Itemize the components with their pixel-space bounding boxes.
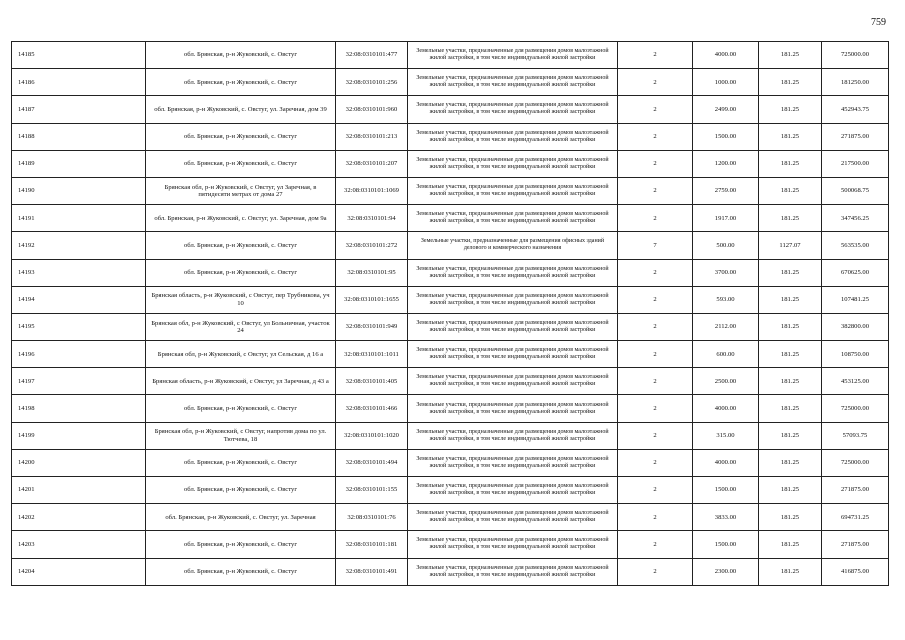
group-cell: 2 bbox=[618, 395, 693, 422]
cadastral-value-cell: 452943.75 bbox=[822, 96, 889, 123]
specific-value-cell: 181.25 bbox=[759, 205, 822, 232]
cadastral-number-cell: 32:08:0310101:491 bbox=[336, 558, 408, 585]
row-number-cell: 14189 bbox=[12, 150, 146, 177]
table-row bbox=[12, 69, 889, 96]
area-cell: 500.00 bbox=[693, 232, 759, 259]
address-cell: Брянская обл, р-н Жуковский, с Овстуг, напротив дома по ул. Тютчева, 18 bbox=[146, 422, 336, 449]
table-row bbox=[12, 177, 889, 204]
land-use-cell: Земельные участки, предназначенные для размещения домов малоэтажной жилой застройки, в том числе индивидуальной жилой застройки bbox=[408, 96, 618, 123]
cadastral-value-table bbox=[11, 41, 889, 586]
specific-value-cell: 181.25 bbox=[759, 477, 822, 504]
group-cell: 2 bbox=[618, 286, 693, 313]
land-use-cell: Земельные участки, предназначенные для размещения офисных зданий делового и коммерческого назначения bbox=[408, 232, 618, 259]
row-number-cell: 14193 bbox=[12, 259, 146, 286]
group-cell: 2 bbox=[618, 313, 693, 340]
land-use-cell: Земельные участки, предназначенные для размещения домов малоэтажной жилой застройки, в том числе индивидуальной жилой застройки bbox=[408, 177, 618, 204]
land-use-cell: Земельные участки, предназначенные для размещения домов малоэтажной жилой застройки, в том числе индивидуальной жилой застройки bbox=[408, 504, 618, 531]
land-use-cell: Земельные участки, предназначенные для размещения домов малоэтажной жилой застройки, в том числе индивидуальной жилой застройки bbox=[408, 205, 618, 232]
land-use-cell: Земельные участки, предназначенные для размещения домов малоэтажной жилой застройки, в том числе индивидуальной жилой застройки bbox=[408, 395, 618, 422]
area-cell: 1500.00 bbox=[693, 477, 759, 504]
cadastral-number-cell: 32:08:0310101:960 bbox=[336, 96, 408, 123]
specific-value-cell: 181.25 bbox=[759, 313, 822, 340]
row-number-cell: 14198 bbox=[12, 395, 146, 422]
cadastral-value-cell: 416875.00 bbox=[822, 558, 889, 585]
area-cell: 4000.00 bbox=[693, 42, 759, 69]
land-use-cell: Земельные участки, предназначенные для размещения домов малоэтажной жилой застройки, в том числе индивидуальной жилой застройки bbox=[408, 368, 618, 395]
table-row bbox=[12, 449, 889, 476]
cadastral-value-cell: 382800.00 bbox=[822, 313, 889, 340]
group-cell: 2 bbox=[618, 259, 693, 286]
cadastral-number-cell: 32:08:0310101:95 bbox=[336, 259, 408, 286]
address-cell: обл. Брянская, р-н Жуковский, с. Овстуг, ул. Заречная bbox=[146, 504, 336, 531]
group-cell: 7 bbox=[618, 232, 693, 259]
address-cell: обл. Брянская, р-н Жуковский, с. Овстуг bbox=[146, 42, 336, 69]
address-cell: Брянская область, р-н Жуковский, с Овстуг, пер Трубникова, уч 10 bbox=[146, 286, 336, 313]
area-cell: 2500.00 bbox=[693, 368, 759, 395]
group-cell: 2 bbox=[618, 69, 693, 96]
table-row bbox=[12, 123, 889, 150]
cadastral-value-cell: 347456.25 bbox=[822, 205, 889, 232]
row-number-cell: 14192 bbox=[12, 232, 146, 259]
specific-value-cell: 181.25 bbox=[759, 42, 822, 69]
row-number-cell: 14202 bbox=[12, 504, 146, 531]
address-cell: Брянская обл, р-н Жуковский, с Овстуг, ул Заречная, в пятидесяти метрах от дома 27 bbox=[146, 177, 336, 204]
area-cell: 600.00 bbox=[693, 341, 759, 368]
address-cell: обл. Брянская, р-н Жуковский, с. Овстуг, ул. Заречная, дом 39 bbox=[146, 96, 336, 123]
area-cell: 2759.00 bbox=[693, 177, 759, 204]
area-cell: 315.00 bbox=[693, 422, 759, 449]
cadastral-number-cell: 32:08:0310101:477 bbox=[336, 42, 408, 69]
group-cell: 2 bbox=[618, 422, 693, 449]
group-cell: 2 bbox=[618, 531, 693, 558]
cadastral-value-cell: 725000.00 bbox=[822, 42, 889, 69]
cadastral-number-cell: 32:08:0310101:1069 bbox=[336, 177, 408, 204]
table-row bbox=[12, 531, 889, 558]
table-row bbox=[12, 422, 889, 449]
area-cell: 1917.00 bbox=[693, 205, 759, 232]
area-cell: 3700.00 bbox=[693, 259, 759, 286]
area-cell: 1500.00 bbox=[693, 123, 759, 150]
land-use-cell: Земельные участки, предназначенные для размещения домов малоэтажной жилой застройки, в том числе индивидуальной жилой застройки bbox=[408, 449, 618, 476]
cadastral-value-cell: 725000.00 bbox=[822, 449, 889, 476]
cadastral-value-cell: 57093.75 bbox=[822, 422, 889, 449]
row-number-cell: 14194 bbox=[12, 286, 146, 313]
area-cell: 1000.00 bbox=[693, 69, 759, 96]
cadastral-number-cell: 32:08:0310101:213 bbox=[336, 123, 408, 150]
land-use-cell: Земельные участки, предназначенные для размещения домов малоэтажной жилой застройки, в том числе индивидуальной жилой застройки bbox=[408, 313, 618, 340]
cadastral-number-cell: 32:08:0310101:466 bbox=[336, 395, 408, 422]
cadastral-value-cell: 108750.00 bbox=[822, 341, 889, 368]
cadastral-value-cell: 107481.25 bbox=[822, 286, 889, 313]
row-number-cell: 14200 bbox=[12, 449, 146, 476]
row-number-cell: 14185 bbox=[12, 42, 146, 69]
cadastral-value-cell: 271875.00 bbox=[822, 477, 889, 504]
specific-value-cell: 181.25 bbox=[759, 69, 822, 96]
land-use-cell: Земельные участки, предназначенные для размещения домов малоэтажной жилой застройки, в том числе индивидуальной жилой застройки bbox=[408, 286, 618, 313]
area-cell: 4000.00 bbox=[693, 395, 759, 422]
group-cell: 2 bbox=[618, 341, 693, 368]
cadastral-value-cell: 725000.00 bbox=[822, 395, 889, 422]
address-cell: обл. Брянская, р-н Жуковский, с. Овстуг bbox=[146, 531, 336, 558]
address-cell: обл. Брянская, р-н Жуковский, с. Овстуг, ул. Заречная, дом 9а bbox=[146, 205, 336, 232]
row-number-cell: 14197 bbox=[12, 368, 146, 395]
table-row bbox=[12, 368, 889, 395]
specific-value-cell: 181.25 bbox=[759, 395, 822, 422]
area-cell: 593.00 bbox=[693, 286, 759, 313]
table-row bbox=[12, 259, 889, 286]
cadastral-number-cell: 32:08:0310101:94 bbox=[336, 205, 408, 232]
cadastral-number-cell: 32:08:0310101:1020 bbox=[336, 422, 408, 449]
cadastral-number-cell: 32:08:0310101:1011 bbox=[336, 341, 408, 368]
group-cell: 2 bbox=[618, 123, 693, 150]
specific-value-cell: 181.25 bbox=[759, 177, 822, 204]
address-cell: Брянская обл, р-н Жуковский, с Овстуг, ул Больничная, участок 24 bbox=[146, 313, 336, 340]
table-row bbox=[12, 232, 889, 259]
group-cell: 2 bbox=[618, 504, 693, 531]
row-number-cell: 14204 bbox=[12, 558, 146, 585]
group-cell: 2 bbox=[618, 177, 693, 204]
area-cell: 2112.00 bbox=[693, 313, 759, 340]
group-cell: 2 bbox=[618, 205, 693, 232]
cadastral-number-cell: 32:08:0310101:76 bbox=[336, 504, 408, 531]
table-row bbox=[12, 42, 889, 69]
specific-value-cell: 181.25 bbox=[759, 96, 822, 123]
cadastral-value-cell: 271875.00 bbox=[822, 531, 889, 558]
row-number-cell: 14195 bbox=[12, 313, 146, 340]
group-cell: 2 bbox=[618, 477, 693, 504]
specific-value-cell: 181.25 bbox=[759, 449, 822, 476]
specific-value-cell: 181.25 bbox=[759, 286, 822, 313]
group-cell: 2 bbox=[618, 558, 693, 585]
row-number-cell: 14188 bbox=[12, 123, 146, 150]
cadastral-value-cell: 271875.00 bbox=[822, 123, 889, 150]
address-cell: обл. Брянская, р-н Жуковский, с. Овстуг bbox=[146, 395, 336, 422]
specific-value-cell: 181.25 bbox=[759, 150, 822, 177]
row-number-cell: 14187 bbox=[12, 96, 146, 123]
specific-value-cell: 181.25 bbox=[759, 422, 822, 449]
specific-value-cell: 181.25 bbox=[759, 504, 822, 531]
cadastral-number-cell: 32:08:0310101:494 bbox=[336, 449, 408, 476]
area-cell: 4000.00 bbox=[693, 449, 759, 476]
table-row bbox=[12, 96, 889, 123]
area-cell: 2300.00 bbox=[693, 558, 759, 585]
address-cell: обл. Брянская, р-н Жуковский, с. Овстуг bbox=[146, 449, 336, 476]
land-use-cell: Земельные участки, предназначенные для размещения домов малоэтажной жилой застройки, в том числе индивидуальной жилой застройки bbox=[408, 150, 618, 177]
group-cell: 2 bbox=[618, 96, 693, 123]
land-use-cell: Земельные участки, предназначенные для размещения домов малоэтажной жилой застройки, в том числе индивидуальной жилой застройки bbox=[408, 422, 618, 449]
land-use-cell: Земельные участки, предназначенные для размещения домов малоэтажной жилой застройки, в том числе индивидуальной жилой застройки bbox=[408, 123, 618, 150]
area-cell: 1200.00 bbox=[693, 150, 759, 177]
specific-value-cell: 181.25 bbox=[759, 558, 822, 585]
cadastral-value-cell: 500068.75 bbox=[822, 177, 889, 204]
cadastral-number-cell: 32:08:0310101:949 bbox=[336, 313, 408, 340]
table-row bbox=[12, 558, 889, 585]
area-cell: 1500.00 bbox=[693, 531, 759, 558]
area-cell: 3833.00 bbox=[693, 504, 759, 531]
cadastral-number-cell: 32:08:0310101:405 bbox=[336, 368, 408, 395]
cadastral-value-cell: 453125.00 bbox=[822, 368, 889, 395]
row-number-cell: 14201 bbox=[12, 477, 146, 504]
cadastral-number-cell: 32:08:0310101:256 bbox=[336, 69, 408, 96]
land-use-cell: Земельные участки, предназначенные для размещения домов малоэтажной жилой застройки, в том числе индивидуальной жилой застройки bbox=[408, 69, 618, 96]
table-body bbox=[12, 42, 889, 586]
row-number-cell: 14190 bbox=[12, 177, 146, 204]
table-row bbox=[12, 504, 889, 531]
table-row bbox=[12, 395, 889, 422]
table-row bbox=[12, 313, 889, 340]
table-row bbox=[12, 341, 889, 368]
cadastral-value-cell: 694731.25 bbox=[822, 504, 889, 531]
cadastral-value-cell: 563535.00 bbox=[822, 232, 889, 259]
address-cell: обл. Брянская, р-н Жуковский, с. Овстуг bbox=[146, 259, 336, 286]
cadastral-number-cell: 32:08:0310101:1655 bbox=[336, 286, 408, 313]
cadastral-number-cell: 32:08:0310101:272 bbox=[336, 232, 408, 259]
group-cell: 2 bbox=[618, 150, 693, 177]
address-cell: обл. Брянская, р-н Жуковский, с. Овстуг bbox=[146, 477, 336, 504]
specific-value-cell: 181.25 bbox=[759, 341, 822, 368]
table-row bbox=[12, 150, 889, 177]
address-cell: обл. Брянская, р-н Жуковский, с. Овстуг bbox=[146, 69, 336, 96]
page-number: 759 bbox=[871, 17, 886, 28]
group-cell: 2 bbox=[618, 42, 693, 69]
address-cell: обл. Брянская, р-н Жуковский, с. Овстуг bbox=[146, 150, 336, 177]
cadastral-value-cell: 181250.00 bbox=[822, 69, 889, 96]
row-number-cell: 14203 bbox=[12, 531, 146, 558]
address-cell: Брянская область, р-н Жуковский, с Овстуг, ул Заречная, д 43 а bbox=[146, 368, 336, 395]
specific-value-cell: 181.25 bbox=[759, 368, 822, 395]
address-cell: обл. Брянская, р-н Жуковский, с. Овстуг bbox=[146, 123, 336, 150]
address-cell: обл. Брянская, р-н Жуковский, с. Овстуг bbox=[146, 232, 336, 259]
cadastral-number-cell: 32:08:0310101:207 bbox=[336, 150, 408, 177]
specific-value-cell: 181.25 bbox=[759, 531, 822, 558]
specific-value-cell: 181.25 bbox=[759, 123, 822, 150]
specific-value-cell: 181.25 bbox=[759, 259, 822, 286]
row-number-cell: 14196 bbox=[12, 341, 146, 368]
specific-value-cell: 1127.07 bbox=[759, 232, 822, 259]
area-cell: 2499.00 bbox=[693, 96, 759, 123]
group-cell: 2 bbox=[618, 449, 693, 476]
cadastral-number-cell: 32:08:0310101:181 bbox=[336, 531, 408, 558]
land-use-cell: Земельные участки, предназначенные для размещения домов малоэтажной жилой застройки, в том числе индивидуальной жилой застройки bbox=[408, 42, 618, 69]
address-cell: Брянская обл, р-н Жуковский, с Овстуг, ул Сельская, д 16 а bbox=[146, 341, 336, 368]
table-row bbox=[12, 477, 889, 504]
land-use-cell: Земельные участки, предназначенные для размещения домов малоэтажной жилой застройки, в том числе индивидуальной жилой застройки bbox=[408, 558, 618, 585]
table-row bbox=[12, 286, 889, 313]
row-number-cell: 14191 bbox=[12, 205, 146, 232]
row-number-cell: 14186 bbox=[12, 69, 146, 96]
cadastral-value-cell: 217500.00 bbox=[822, 150, 889, 177]
row-number-cell: 14199 bbox=[12, 422, 146, 449]
land-use-cell: Земельные участки, предназначенные для размещения домов малоэтажной жилой застройки, в том числе индивидуальной жилой застройки bbox=[408, 477, 618, 504]
cadastral-number-cell: 32:08:0310101:155 bbox=[336, 477, 408, 504]
cadastral-value-cell: 670625.00 bbox=[822, 259, 889, 286]
land-use-cell: Земельные участки, предназначенные для размещения домов малоэтажной жилой застройки, в том числе индивидуальной жилой застройки bbox=[408, 531, 618, 558]
group-cell: 2 bbox=[618, 368, 693, 395]
address-cell: обл. Брянская, р-н Жуковский, с. Овстуг bbox=[146, 558, 336, 585]
land-use-cell: Земельные участки, предназначенные для размещения домов малоэтажной жилой застройки, в том числе индивидуальной жилой застройки bbox=[408, 341, 618, 368]
land-use-cell: Земельные участки, предназначенные для размещения домов малоэтажной жилой застройки, в том числе индивидуальной жилой застройки bbox=[408, 259, 618, 286]
table-row bbox=[12, 205, 889, 232]
